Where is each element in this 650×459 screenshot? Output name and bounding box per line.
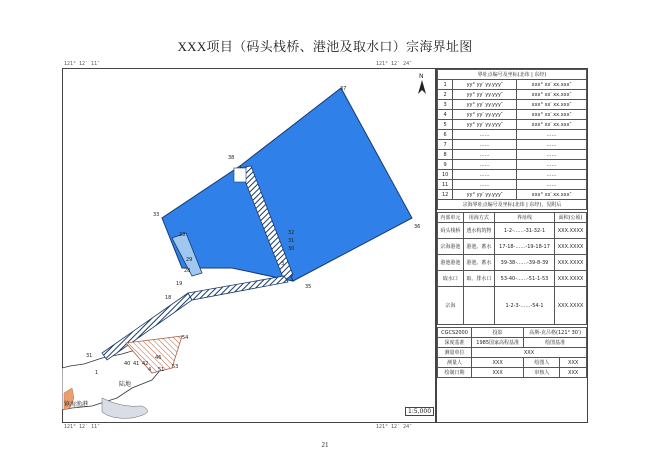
point-42: 42 — [142, 361, 149, 367]
scale-label: 1:5,000 — [405, 407, 434, 416]
boundary-cell: yy° yy′ yy.yyy″ — [453, 190, 517, 200]
boundary-cell: yy° yy′ yy.yyy″ — [453, 100, 517, 110]
point-35: 35 — [305, 284, 312, 290]
boundary-cell: …… — [517, 160, 587, 170]
top-coord-left: 121° 12′ 11″ — [64, 61, 101, 67]
shallow-area — [102, 398, 148, 418]
use-cell: 17-18-……-19-18-17 — [494, 239, 554, 255]
use-cell: 53-40-……-51-1-53 — [494, 271, 554, 287]
point-28: 28 — [184, 268, 191, 274]
boundary-cell: 12 — [438, 190, 453, 200]
info-unit-label: 测量单位 — [438, 348, 472, 358]
point-4: 4 — [148, 367, 152, 373]
boundary-map — [62, 68, 436, 423]
point-54: 54 — [182, 335, 189, 341]
info-reviewer-label: 审核人 — [524, 368, 560, 378]
use-cell: 港池、蓄水 — [463, 239, 494, 255]
use-cell: 1-2-……-31-32-1 — [494, 223, 554, 239]
point-51: 51 — [158, 367, 165, 373]
boundary-row — [438, 130, 587, 140]
boundary-cell: 8 — [438, 150, 453, 160]
boundary-row — [438, 120, 587, 130]
north-label: N — [419, 73, 424, 80]
boundary-cell: 3 — [438, 100, 453, 110]
boundary-row — [438, 190, 587, 200]
use-cell: 码头栈桥 — [438, 223, 464, 239]
use-cell: XXX.XXXX — [555, 271, 587, 287]
point-19: 19 — [176, 281, 183, 287]
boundary-cell: …… — [517, 180, 587, 190]
boundary-row — [438, 80, 587, 90]
boundary-cell: yy° yy′ yy.yyy″ — [453, 80, 517, 90]
page-title: XXX项目（码头栈桥、港池及取水口）宗海界址图 — [177, 39, 473, 54]
info-depth-label: 深度基准 — [438, 338, 472, 348]
boundary-table — [437, 69, 587, 210]
point-23: 23 — [179, 232, 186, 238]
use-total-area: XXX.XXXX — [555, 287, 587, 325]
boundary-row — [438, 170, 587, 180]
land-label: 陆地 — [119, 381, 132, 388]
boundary-cell: yy° yy′ yy.yyy″ — [453, 120, 517, 130]
info-date-label: 绘制日期 — [438, 368, 472, 378]
info-draw-basis: 绘图基准 — [524, 338, 587, 348]
use-cell: 港池、蓄水 — [463, 255, 494, 271]
point-18: 18 — [165, 295, 172, 301]
boundary-row — [438, 140, 587, 150]
bottom-coord-right: 121° 12′ 24″ — [376, 424, 413, 430]
point-31: 31 — [86, 353, 93, 359]
use-row — [438, 271, 587, 287]
trestle-hatch-2 — [188, 276, 288, 300]
point-31b: 31 — [288, 238, 295, 244]
use-header-area: 面积(公顷) — [555, 213, 587, 223]
boundary-cell: 9 — [438, 160, 453, 170]
use-cell: XXX.XXXX — [555, 239, 587, 255]
boundary-cell: xxx° xx′ xx.xxx″ — [517, 190, 587, 200]
point-37: 37 — [340, 86, 347, 92]
point-38: 38 — [228, 155, 235, 161]
boundary-cell: …… — [453, 140, 517, 150]
boundary-cell: xxx° xx′ xx.xxx″ — [517, 120, 587, 130]
boundary-cell: …… — [453, 160, 517, 170]
point-46: 46 — [155, 355, 162, 361]
boundary-cell: xxx° xx′ xx.xxx″ — [517, 90, 587, 100]
boundary-row — [438, 100, 587, 110]
boundary-cell: 5 — [438, 120, 453, 130]
point-30: 30 — [288, 246, 295, 252]
boundary-cell: …… — [453, 170, 517, 180]
point-29: 29 — [186, 257, 193, 263]
info-table — [437, 327, 587, 378]
point-41: 41 — [133, 361, 140, 367]
use-cell: XXX.XXXX — [555, 255, 587, 271]
use-total-label: 宗海 — [438, 287, 464, 325]
use-header-unit: 内部单元 — [438, 213, 464, 223]
use-header-line: 界址线 — [494, 213, 554, 223]
place-label: 镇海渔港 — [64, 401, 89, 408]
boundary-row — [438, 180, 587, 190]
boundary-table-header: 界址点编号及坐标(北纬 | 东经) — [438, 70, 587, 80]
boundary-cell: 2 — [438, 90, 453, 100]
page-number: 21 — [321, 441, 329, 449]
boundary-cell: …… — [453, 150, 517, 160]
north-arrow-icon — [418, 80, 426, 94]
use-row — [438, 223, 587, 239]
point-33: 33 — [153, 212, 160, 218]
info-reviewer: XXX — [560, 368, 587, 378]
use-cell: 宗海港池 — [438, 239, 464, 255]
boundary-cell: yy° yy′ yy.yyy″ — [453, 110, 517, 120]
boundary-cell: 6 — [438, 130, 453, 140]
side-panel — [436, 68, 588, 423]
boundary-cell: xxx° xx′ xx.xxx″ — [517, 100, 587, 110]
boundary-cell: …… — [453, 130, 517, 140]
boundary-cell: …… — [517, 170, 587, 180]
point-53: 53 — [172, 364, 179, 370]
point-36: 36 — [414, 224, 421, 230]
info-date: XXX — [472, 368, 524, 378]
point-1: 1 — [95, 370, 99, 376]
boundary-cell: …… — [517, 140, 587, 150]
top-coord-right: 121° 12′ 24″ — [376, 61, 413, 67]
boundary-cell: yy° yy′ yy.yyy″ — [453, 90, 517, 100]
boundary-cell: 11 — [438, 180, 453, 190]
use-cell: 取水口 — [438, 271, 464, 287]
boundary-subheader: 宗海界址点编号及坐标(北纬 | 东经)，见附后 — [438, 200, 587, 210]
boundary-cell: …… — [453, 180, 517, 190]
info-proj: 高斯-克吕格(121° 30′) — [524, 328, 587, 338]
info-surveyor: XXX — [472, 358, 524, 368]
boundary-row — [438, 160, 587, 170]
boundary-cell: 1 — [438, 80, 453, 90]
info-drafter: XXX — [560, 358, 587, 368]
boundary-row — [438, 150, 587, 160]
info-drafter-label: 绘图人 — [524, 358, 560, 368]
use-total-line: 1-2-3-……-54-1 — [494, 287, 554, 325]
boundary-cell: 7 — [438, 140, 453, 150]
info-surveyor-label: 测量人 — [438, 358, 472, 368]
boundary-cell: xxx° xx′ xx.xxx″ — [517, 110, 587, 120]
boundary-cell: …… — [517, 150, 587, 160]
use-cell: 透水构筑物 — [463, 223, 494, 239]
boundary-cell: xxx° xx′ xx.xxx″ — [517, 80, 587, 90]
use-row — [438, 255, 587, 271]
info-crs: CGCS2000 — [438, 328, 472, 338]
use-cell: 港池港池 — [438, 255, 464, 271]
boundary-cell: 10 — [438, 170, 453, 180]
boundary-cell: 4 — [438, 110, 453, 120]
bottom-coord-left: 121° 12′ 11″ — [64, 424, 101, 430]
point-40: 40 — [124, 361, 131, 367]
use-cell: 39-38-……-39-8-39 — [494, 255, 554, 271]
point-3: 3 — [281, 261, 285, 267]
use-cell: 取、排水口 — [463, 271, 494, 287]
use-header-mode: 用海方式 — [463, 213, 494, 223]
use-table — [437, 212, 587, 325]
info-depth: 1985国家高程基准 — [472, 338, 524, 348]
info-unit: XXX — [472, 348, 587, 358]
boundary-row — [438, 90, 587, 100]
use-cell: XXX.XXXX — [555, 223, 587, 239]
info-proj-label: 投影 — [472, 328, 524, 338]
use-row — [438, 239, 587, 255]
point-32: 32 — [288, 230, 295, 236]
boundary-row — [438, 110, 587, 120]
boundary-cell: …… — [517, 130, 587, 140]
notch — [234, 168, 246, 182]
